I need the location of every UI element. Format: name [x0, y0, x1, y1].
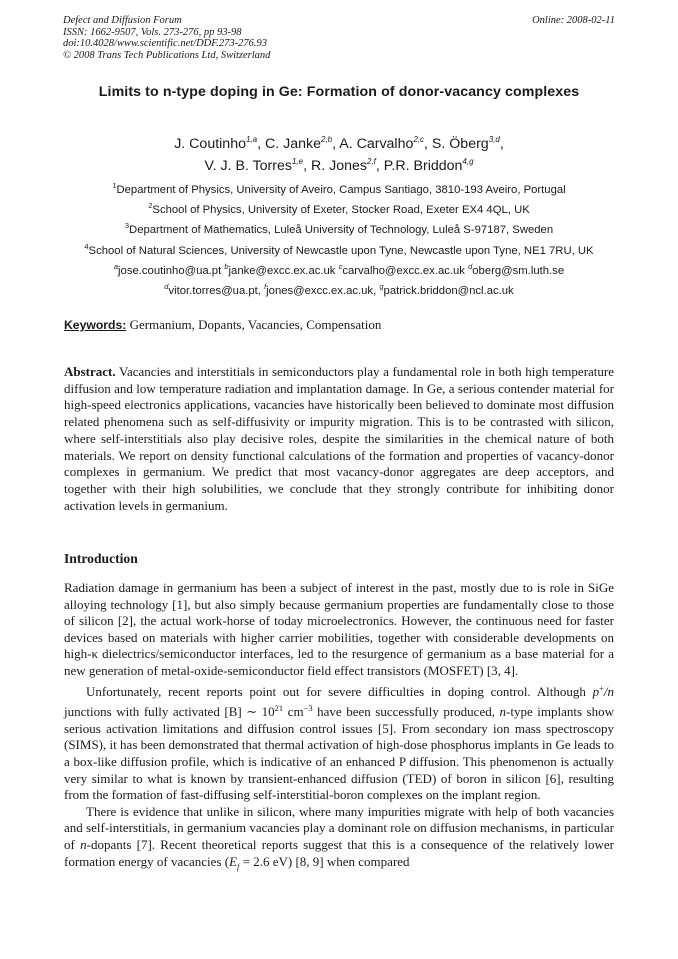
affiliation-text: School of Natural Sciences, University of Newcastle upon Tyne, Newcastle upon Tyne, NE1 7RU, UK: [88, 244, 594, 257]
author-affil-mark: 3,d: [488, 135, 500, 144]
email-mark: d: [468, 261, 473, 271]
math-var: n: [80, 836, 87, 852]
paper-title: Limits to n-type doping in Ge: Formation of donor-vacancy complexes: [98, 84, 580, 100]
math-sup: −3: [303, 703, 313, 714]
abstract-text: Vacancies and interstitials in semiconductors play a fundamental role in both high temperature diffusion and low temperature radiation and implantation damage. In Ge, a serious contender material for high-speed electronics applications, vacancies have historically been believed to dominate most diffusion related phenomena such as self-diffusivity or impurity migration. This is to be contrasted with silicon, where self-interstitials also play decisive roles, despite the similarities in the chemical nature of both materials. We report on density functional calculations of the formation and properties of vacancy-donor complexes in germanium. We predict that most vacancy-donor aggregates are deep acceptors, and together with their high solubilities, we conclude that they strongly contribute for inhibiting donor activation levels in germanium.: [64, 364, 614, 513]
affiliation-item: [40, 218, 638, 238]
math-sup: 21: [274, 703, 284, 714]
author-line-2: V. J. B. Torres$^{1,e}$, R. Jones$^{2,f}$, P.R. Briddon$^{4,g}$: [204, 157, 474, 174]
author-affil-mark: 4,g: [462, 157, 474, 166]
abstract-paragraph: [64, 364, 614, 514]
email-line-1: [40, 259, 638, 279]
email-address: patrick.briddon@ncl.ac.uk: [383, 285, 514, 298]
text-run: cm: [287, 704, 304, 720]
email-mark: a: [113, 261, 119, 271]
email-mark: f: [264, 282, 267, 292]
paragraph: Radiation damage in germanium has been a subject of interest in the past, mostly due to is role in SiGe alloying technology [1], but also simply because germanium properties are fundamentally close to those of silicon [2], the actual work-horse of today microelectronics. However, the continuous need for faster devices based on materials with higher carrier mobilities, together with considerable developments on high-κ dielectrics/semiconductor interfaces, led to the resurgence of germanium as a base material for a new generation of metal-oxide-semiconductor field effect transistors (MOSFET) [3, 4].: [64, 580, 614, 678]
author-name: R. Jones: [311, 158, 367, 174]
email-mark: c: [338, 261, 343, 271]
text-run: = 2.6 eV) [8, 9] when compared: [242, 853, 410, 869]
text-run: There is evidence that unlike in silicon, where many impurities migrate with help of both vacancies and self-interstitials, in germanium vacancies play a dominant role on diffusion mechanisms, in particular of: [64, 803, 614, 852]
author-affil-mark: 2,f: [367, 157, 376, 166]
email-address: jose.coutinho@ua.pt: [118, 264, 222, 277]
introduction-body: [64, 580, 614, 875]
online-date: Online: 2008-02-11: [532, 15, 615, 26]
email-address: carvalho@excc.ex.ac.uk: [342, 264, 465, 277]
affiliation-number: 1: [112, 181, 117, 190]
copyright-line: © 2008 Trans Tech Publications Ltd, Switzerland: [63, 49, 271, 61]
text-run: junctions with fully activated [B] ∼ 10: [64, 704, 275, 720]
abstract-label: Abstract.: [64, 364, 116, 379]
author-name: C. Janke: [265, 136, 321, 152]
journal-header: [63, 15, 615, 61]
author-affil-mark: 2,c: [413, 135, 425, 144]
email-line-2: [40, 279, 638, 299]
keywords-line: [64, 317, 381, 333]
math-var: E: [229, 853, 238, 869]
affiliation-list: [40, 178, 638, 299]
affiliation-text: Department of Physics, University of Aveiro, Campus Santiago, 3810-193 Aveiro, Portugal: [116, 184, 566, 196]
affiliation-text: Department of Mathematics, Luleå University of Technology, Luleå S-97187, Sweden: [129, 224, 554, 237]
author-list: [40, 131, 638, 175]
math-sub: f: [237, 861, 240, 872]
email-mark: b: [224, 261, 229, 271]
email-mark: g: [379, 282, 384, 292]
author-name: S. Öberg: [431, 136, 489, 152]
affiliation-item: [40, 178, 638, 198]
math-var: /n: [603, 683, 614, 699]
author-name: V. J. B. Torres: [204, 158, 292, 174]
email-address: janke@excc.ex.ac.uk: [228, 264, 336, 277]
affiliation-item: [40, 198, 638, 218]
math-var: p: [592, 683, 600, 699]
email-address: jones@excc.ex.ac.uk,: [266, 285, 377, 298]
affiliation-number: 3: [124, 221, 130, 231]
section-heading-introduction: Introduction: [64, 551, 138, 566]
keywords-text: Germanium, Dopants, Vacancies, Compensation: [129, 317, 382, 332]
doi-line: doi:10.4028/www.scientific.net/DDF.273-276.93: [63, 38, 268, 49]
affiliation-number: 4: [84, 241, 89, 251]
text-run: have been successfully produced,: [317, 704, 495, 720]
affiliation-item: [40, 239, 638, 259]
journal-name: Defect and Diffusion Forum: [63, 15, 182, 26]
author-affil-mark: 1,e: [291, 157, 304, 166]
author-name: P.R. Briddon: [383, 158, 463, 174]
issn-line: ISSN: 1662-9507, Vols. 273-276, pp 93-98: [63, 26, 242, 38]
text-run: -dopants [7]. Recent theoretical reports suggest that this is a consequence of the relatively lower formation energy of vacancies (: [64, 836, 615, 869]
keywords-label: Keywords:: [64, 318, 127, 332]
affiliation-number: 2: [148, 201, 153, 211]
math-sup: +: [599, 682, 604, 693]
author-name: A. Carvalho: [339, 136, 414, 152]
text-run: Unfortunately, recent reports point out for severe difficulties in doping control. Although: [86, 683, 586, 699]
paragraph: [64, 804, 614, 875]
email-address: oberg@sm.luth.se: [472, 264, 565, 277]
email-mark: d: [164, 282, 169, 292]
author-line-1: J. Coutinho$^{1,a}$, C. Janke$^{2,b}$, A. Carvalho$^{2,c}$, S. Öberg$^{3,d}$,: [174, 135, 504, 152]
paragraph: [64, 680, 614, 804]
author-name: J. Coutinho: [174, 136, 246, 152]
math-var: n: [499, 704, 506, 720]
text-run: -type implants show serious activation limitations and diffusion control issues [5]. From secondary ion mass spectroscopy (SIMS), it has been demonstrated that thermal activation of high-dose phosphorus implants in Ge leads to a box-like diffusion profile, which is indicative of an enhanced P diffusion. This phenomenon is actually very similar to what is known by transient-enhanced diffusion (TED) of boron in silicon [6], resulting from the formation of fast-diffusing self-interstitial-boron complexes on the implant region.: [64, 704, 614, 803]
author-affil-mark: 1,a: [245, 135, 258, 144]
affiliation-text: School of Physics, University of Exeter, Stocker Road, Exeter EX4 4QL, UK: [152, 204, 530, 217]
email-address: vitor.torres@ua.pt,: [168, 285, 261, 298]
author-affil-mark: 2,b: [321, 135, 333, 144]
